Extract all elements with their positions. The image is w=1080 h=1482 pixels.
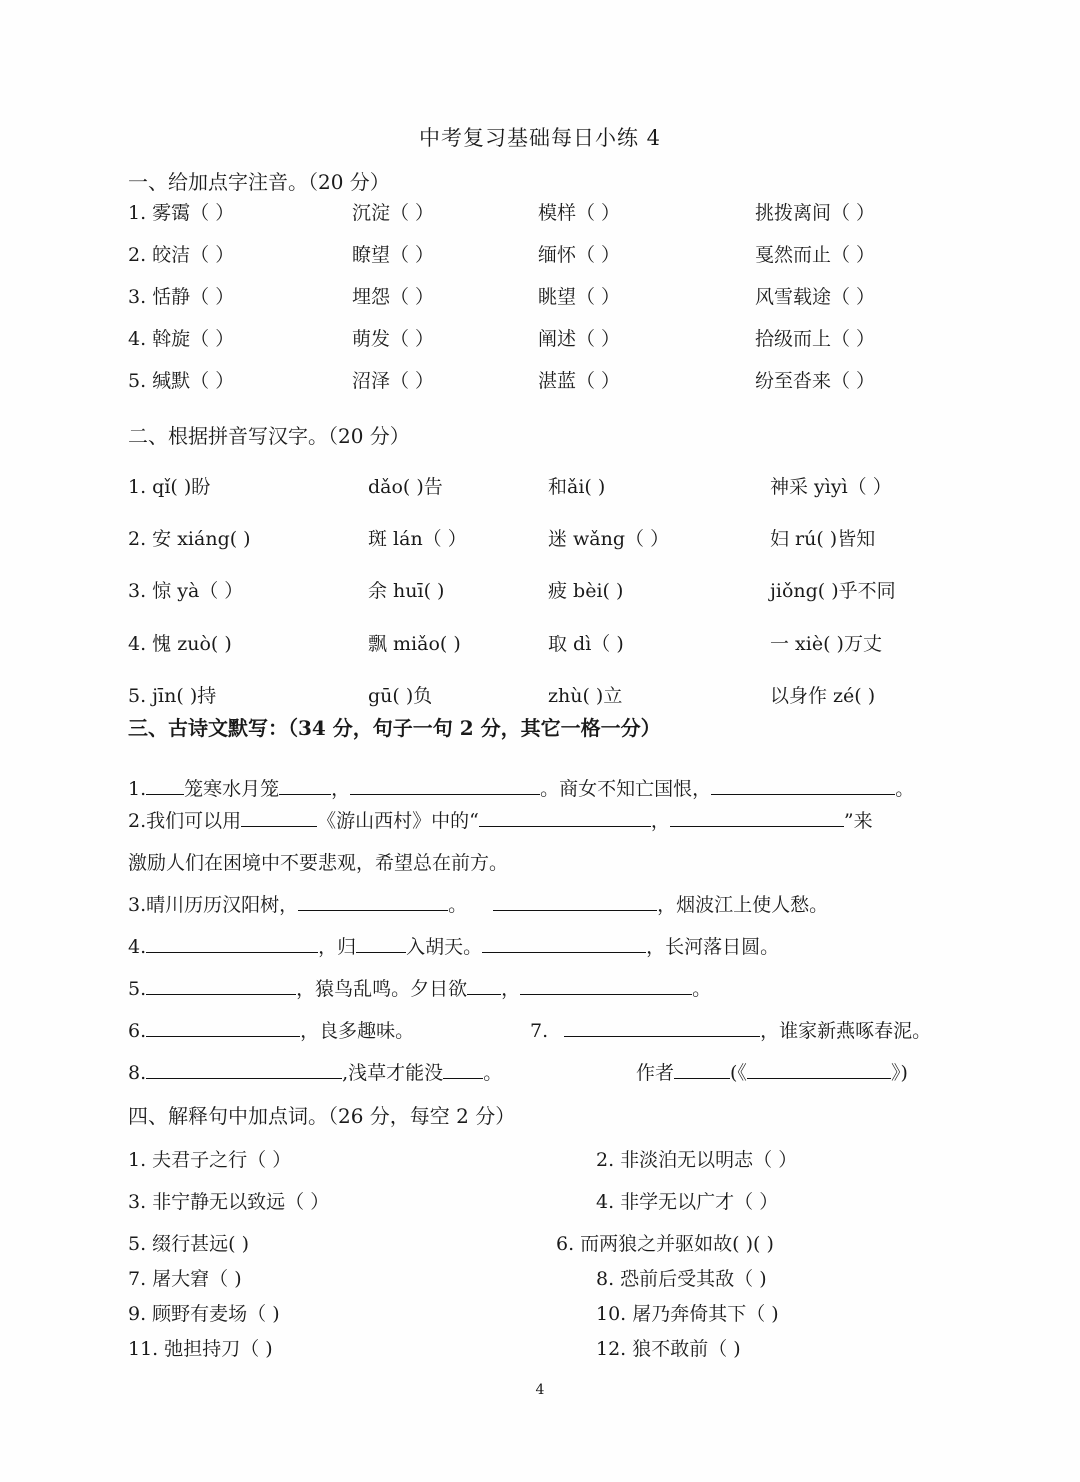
write-character-item: 余 huī( ) <box>368 580 445 602</box>
poem-q4: 4. ，归 入胡天。 ，长河落日圆。 <box>128 936 780 958</box>
poem-q3: 3.晴川历历汉阳树， 。 ，烟波江上使人愁。 <box>128 894 829 916</box>
section-1-heading: 一、给加点字注音。（20 分） <box>128 170 390 194</box>
poem-q8: 8. ,浅草才能没 。 <box>128 1062 503 1084</box>
explain-word-item: 11. 弛担持刀（ ) <box>128 1338 273 1360</box>
pinyin-annotation-item: 挑拨离间（ ） <box>755 202 876 224</box>
pinyin-annotation-item: 眺望（ ） <box>538 286 621 308</box>
explain-word-item: 6. 而两狼之并驱如故( )( ) <box>556 1233 774 1255</box>
write-character-item: 以身作 zé( ) <box>770 685 876 707</box>
pinyin-annotation-item: 萌发（ ） <box>352 328 435 350</box>
explain-word-item: 2. 非淡泊无以明志（ ） <box>596 1149 798 1171</box>
pinyin-annotation-item: 沼泽（ ） <box>352 370 435 392</box>
write-character-item: 4. 愧 zuò( ) <box>128 633 232 655</box>
write-character-item: 3. 惊 yà（ ） <box>128 580 244 602</box>
write-character-item: 迷 wǎng（ ） <box>548 528 670 550</box>
poem-q7: 7. ，谁家新燕啄春泥。 <box>530 1020 932 1042</box>
pinyin-annotation-item: 4. 斡旋（ ） <box>128 328 235 350</box>
explain-word-item: 1. 夫君子之行（ ） <box>128 1149 292 1171</box>
poem-q1: 1. 笼寒水月笼 ， 。商女不知亡国恨， 。 <box>128 778 915 800</box>
pinyin-annotation-item: 阐述（ ） <box>538 328 621 350</box>
section-3-heading: 三、古诗文默写：（34 分，句子一句 2 分，其它一格一分） <box>128 716 661 740</box>
write-character-item: 取 dì（ ) <box>548 633 624 655</box>
explain-word-item: 12. 狼不敢前（ ) <box>596 1338 741 1360</box>
explain-word-item: 3. 非宁静无以致远（ ） <box>128 1191 330 1213</box>
explain-word-item: 10. 屠乃奔倚其下（ ) <box>596 1303 779 1325</box>
pinyin-annotation-item: 3. 恬静（ ） <box>128 286 235 308</box>
pinyin-annotation-item: 模样（ ） <box>538 202 621 224</box>
write-character-item: 妇 rú( )皆知 <box>770 528 876 550</box>
write-character-item: 斑 lán（ ） <box>368 528 467 550</box>
poem-q6: 6. ，良多趣味。 <box>128 1020 415 1042</box>
explain-word-item: 5. 缀行甚远( ) <box>128 1233 250 1255</box>
pinyin-annotation-item: 沉淀（ ） <box>352 202 435 224</box>
explain-word-item: 7. 屠大窘（ ) <box>128 1268 242 1290</box>
write-character-item: 疲 bèi( ) <box>548 580 624 602</box>
write-character-item: 5. jīn( )持 <box>128 685 217 707</box>
write-character-item: zhù( )立 <box>548 685 623 707</box>
write-character-item: 神采 yìyì（ ） <box>770 476 892 498</box>
write-character-item: 一 xiè( )万丈 <box>770 633 882 655</box>
write-character-item: jiǒng( )乎不同 <box>770 580 896 602</box>
pinyin-annotation-item: 埋怨（ ） <box>352 286 435 308</box>
write-character-item: 1. qǐ( )盼 <box>128 476 211 498</box>
pinyin-annotation-item: 拾级而上（ ） <box>755 328 876 350</box>
poem-q5: 5. ，猿鸟乱鸣。夕日欲 ， 。 <box>128 978 712 1000</box>
explain-word-item: 9. 顾野有麦场（ ) <box>128 1303 280 1325</box>
write-character-item: gū( )负 <box>368 685 433 707</box>
pinyin-annotation-item: 2. 皎洁（ ） <box>128 244 235 266</box>
poem-q2: 2.我们可以用 《游山西村》中的“ ， ”来 <box>128 810 873 832</box>
write-character-item: dǎo( )告 <box>368 476 443 498</box>
section-4-heading: 四、解释句中加点词。（26 分，每空 2 分） <box>128 1104 516 1128</box>
poem-q8-author: 作者 (《 》) <box>636 1062 908 1084</box>
pinyin-annotation-item: 风雪载途（ ） <box>755 286 876 308</box>
pinyin-annotation-item: 瞭望（ ） <box>352 244 435 266</box>
poem-q2-continued: 激励人们在困境中不要悲观，希望总在前方。 <box>128 852 509 874</box>
pinyin-annotation-item: 戛然而止（ ） <box>755 244 876 266</box>
explain-word-item: 8. 恐前后受其敌（ ) <box>596 1268 767 1290</box>
pinyin-annotation-item: 纷至沓来（ ） <box>755 370 876 392</box>
pinyin-annotation-item: 1. 雾霭（ ） <box>128 202 235 224</box>
write-character-item: 飘 miǎo( ) <box>368 633 461 655</box>
pinyin-annotation-item: 湛蓝（ ） <box>538 370 621 392</box>
section-2-heading: 二、根据拼音写汉字。（20 分） <box>128 424 410 448</box>
write-character-item: 和ǎi( ) <box>548 476 606 498</box>
page-title: 中考复习基础每日小练 4 <box>418 126 662 150</box>
write-character-item: 2. 安 xiáng( ) <box>128 528 251 550</box>
pinyin-annotation-item: 缅怀（ ） <box>538 244 621 266</box>
explain-word-item: 4. 非学无以广才（ ） <box>596 1191 779 1213</box>
page-number: 4 <box>535 1382 545 1398</box>
pinyin-annotation-item: 5. 缄默（ ） <box>128 370 235 392</box>
